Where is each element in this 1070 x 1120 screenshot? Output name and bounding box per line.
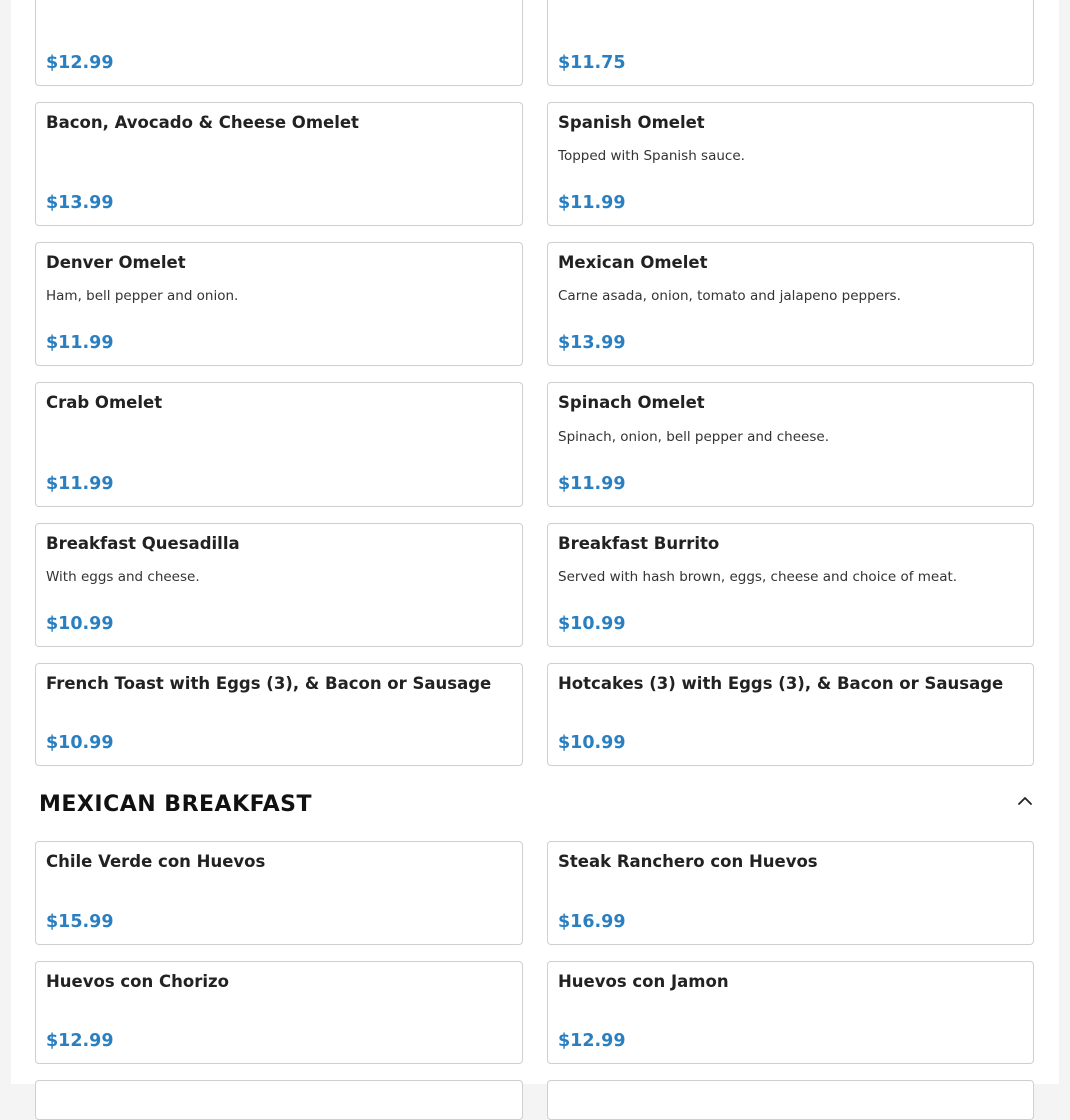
menu-item-card[interactable] <box>547 1080 1034 1120</box>
item-name: Crab Omelet <box>46 393 163 412</box>
item-name: Huevos con Chorizo <box>46 972 229 991</box>
item-name: Denver Omelet <box>46 253 186 272</box>
item-description: Carne asada, onion, tomato and jalapeno peppers. <box>558 288 901 304</box>
item-description: Spinach, onion, bell pepper and cheese. <box>558 429 829 445</box>
chevron-up-icon <box>1017 796 1033 806</box>
item-price: $15.99 <box>46 912 114 932</box>
menu-item-card[interactable] <box>35 242 523 366</box>
item-name: Breakfast Quesadilla <box>46 534 240 553</box>
item-name: Mexican Omelet <box>558 253 708 272</box>
item-name: Hotcakes (3) with Eggs (3), & Bacon or Sausage <box>558 674 1004 693</box>
menu-item-card[interactable] <box>547 102 1034 226</box>
section-collapse-button[interactable] <box>1013 790 1037 812</box>
item-description: Topped with Spanish sauce. <box>558 148 745 164</box>
menu-item-card[interactable] <box>35 523 523 647</box>
item-name: Breakfast Burrito <box>558 534 720 553</box>
menu-item-card[interactable] <box>35 841 523 945</box>
item-price: $13.99 <box>46 193 114 213</box>
item-name: Huevos con Jamon <box>558 972 729 991</box>
item-name: French Toast with Eggs (3), & Bacon or Sausage <box>46 674 492 693</box>
item-price: $10.99 <box>46 733 114 753</box>
item-name: Spinach Omelet <box>558 393 705 412</box>
menu-item-card[interactable] <box>35 0 523 86</box>
section-title: MEXICAN BREAKFAST <box>39 792 313 817</box>
item-price: $11.99 <box>558 474 626 494</box>
item-name: Chile Verde con Huevos <box>46 852 266 871</box>
menu-item-card[interactable] <box>35 102 523 226</box>
menu-item-card[interactable] <box>547 961 1034 1064</box>
item-price: $11.99 <box>46 474 114 494</box>
item-price: $10.99 <box>46 614 114 634</box>
menu-item-card[interactable] <box>547 841 1034 945</box>
item-description: Served with hash brown, eggs, cheese and choice of meat. <box>558 569 958 585</box>
menu-item-card[interactable] <box>547 0 1034 86</box>
item-price: $11.99 <box>558 193 626 213</box>
item-price: $13.99 <box>558 333 626 353</box>
item-description: Ham, bell pepper and onion. <box>46 288 239 304</box>
item-price: $12.99 <box>558 1031 626 1051</box>
menu-item-card[interactable] <box>35 382 523 507</box>
item-description: With eggs and cheese. <box>46 569 200 585</box>
menu-item-card[interactable] <box>35 663 523 766</box>
item-name: Steak Ranchero con Huevos <box>558 852 818 871</box>
item-price: $12.99 <box>46 1031 114 1051</box>
menu-item-card[interactable] <box>547 663 1034 766</box>
item-price: $12.99 <box>46 53 114 73</box>
item-price: $11.75 <box>558 53 626 73</box>
item-price: $10.99 <box>558 614 626 634</box>
item-price: $10.99 <box>558 733 626 753</box>
item-name: Spanish Omelet <box>558 113 705 132</box>
menu-item-card[interactable] <box>35 1080 523 1120</box>
menu-item-card[interactable] <box>547 382 1034 507</box>
menu-item-card[interactable] <box>547 523 1034 647</box>
item-price: $11.99 <box>46 333 114 353</box>
menu-item-card[interactable] <box>35 961 523 1064</box>
item-name: Bacon, Avocado & Cheese Omelet <box>46 113 359 132</box>
item-price: $16.99 <box>558 912 626 932</box>
menu-item-card[interactable] <box>547 242 1034 366</box>
